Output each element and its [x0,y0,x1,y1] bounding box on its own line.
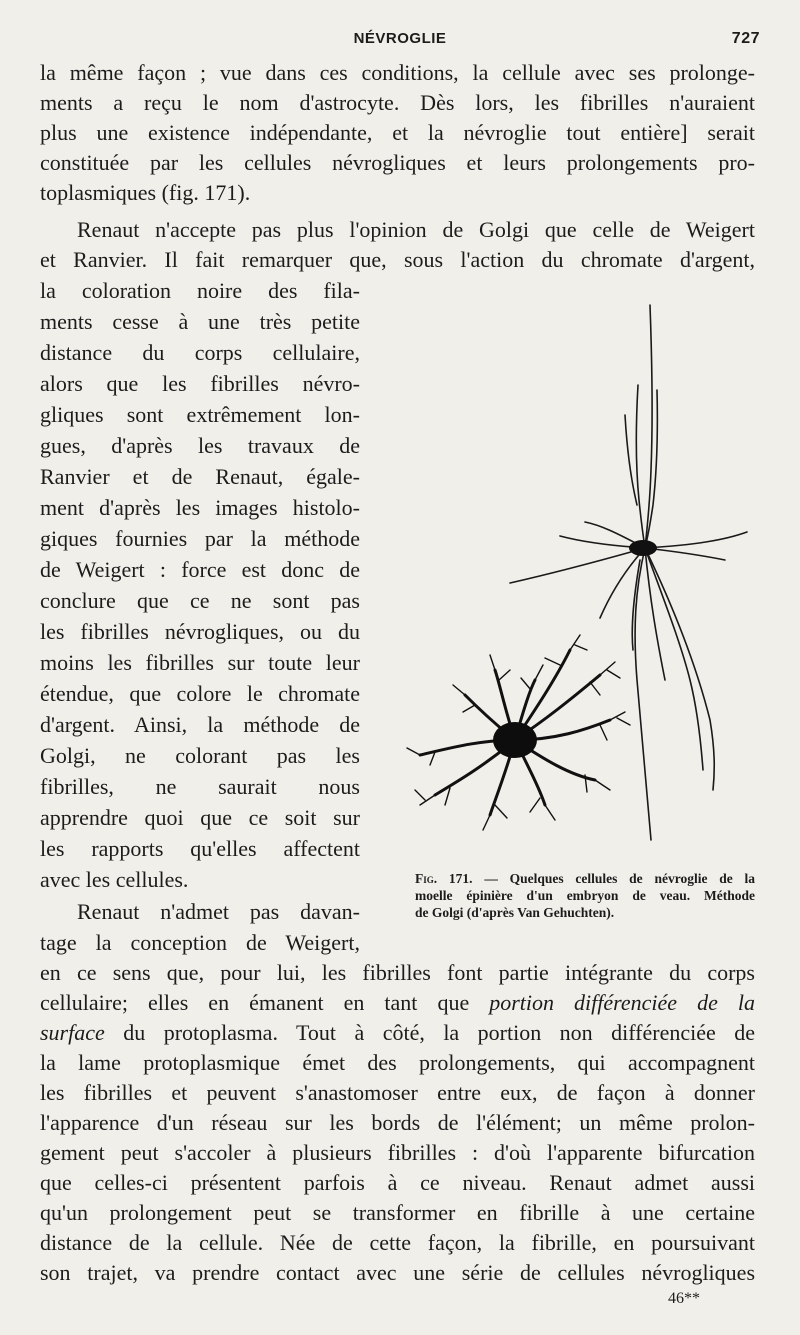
text-line: gement peut s'accoler à plusieurs fibrilles : d'où l'apparente bifurcation [40,1140,755,1165]
text-line-with-italic [40,1018,755,1048]
figure-171-neuroglia-cells [395,300,765,845]
text-line: l'apparence d'un réseau sur les bords de l'élément; un même prolon- [40,1110,755,1135]
text-line: apprendre quoi que ce soit sur [40,805,360,830]
text-line: d'argent. Ainsi, la méthode de [40,712,360,737]
text-line: les fibrilles et peuvent s'anastomoser entre eux, de façon à donner [40,1080,755,1105]
text-line: ments cesse à une très petite [40,309,360,334]
text-line: giques fournies par la méthode [40,526,360,551]
text-line: distance du corps cellulaire, [40,340,360,365]
text-line: moins les fibrilles sur toute leur [40,650,360,675]
page-number: 727 [731,30,760,47]
caption-text: — Quelques cellules de névroglie de la [472,871,755,886]
caption-line: moelle épinière d'un embryon de veau. Méthode [415,888,755,903]
running-title: NÉVROGLIE [353,30,447,47]
text-line: gues, d'après les travaux de [40,433,360,458]
text-line: les rapports qu'elles affectent [40,836,360,861]
text-line-with-italic [40,988,755,1018]
text-line: la coloration noire des fila- [40,278,360,303]
text-line: Golgi, ne colorant pas les [40,743,360,768]
text-line: étendue, que colore le chromate [40,681,360,706]
text-line: toplasmiques (fig. 171). [40,180,251,205]
text-line: que celles-ci présentent parfois à ce niveau. Renaut admet aussi [40,1170,755,1195]
text-line: et Ranvier. Il fait remarquer que, sous l'action du chromate d'argent, [40,247,755,272]
text-run: cellulaire; elles en émanent en tant que [40,990,490,1015]
signature-mark: 46** [668,1290,700,1307]
text-line: fibrilles, ne saurait nous [40,774,360,799]
text-line: de Weigert : force est donc de [40,557,360,582]
text-line: la même façon ; vue dans ces conditions, la cellule avec ses prolonge- [40,60,755,85]
text-line: plus une existence indépendante, et la névroglie tout entière] serait [40,120,755,145]
running-header [40,30,760,56]
figure-label: Fig. 171. [415,871,473,886]
text-line: Renaut n'admet pas davan- [77,899,360,924]
text-line: en ce sens que, pour lui, les fibrilles font partie intégrante du corps [40,960,755,985]
text-line: Renaut n'accepte pas plus l'opinion de Golgi que celle de Weigert [77,217,755,242]
text-line: conclure que ce ne sont pas [40,588,360,613]
text-run: du protoplasma. Tout à côté, la portion non différenciée de [104,1020,755,1045]
protoplasmic-cell-body [493,722,537,758]
caption-line: de Golgi (d'après Van Gehuchten). [415,905,615,920]
neuroglia-illustration [395,300,765,845]
text-line: Ranvier et de Renaut, égale- [40,464,360,489]
text-line: constituée par les cellules névrogliques et leurs prolongements pro- [40,150,755,175]
text-line: ment d'après les images histolo- [40,495,360,520]
text-line: ments a reçu le nom d'astrocyte. Dès lors, les fibrilles n'auraient [40,90,755,115]
text-line: tage la conception de Weigert, [40,930,360,955]
italic-word: surface [40,1020,105,1045]
text-line: distance de la cellule. Née de cette façon, la fibrille, en poursuivant [40,1230,755,1255]
italic-phrase: portion différenciée de la [489,990,755,1015]
figure-caption [415,870,755,921]
text-line: avec les cellules. [40,867,189,892]
text-line: alors que les fibrilles névro- [40,371,360,396]
text-line: la lame protoplasmique émet des prolongements, qui accompagnent [40,1050,755,1075]
astrocyte-cell-body [629,540,657,556]
text-line: gliques sont extrêmement lon- [40,402,360,427]
text-line: les fibrilles névrogliques, ou du [40,619,360,644]
caption-line [415,870,755,887]
text-line: son trajet, va prendre contact avec une série de cellules névrogliques [40,1260,755,1285]
text-line: qu'un prolongement peut se transformer en fibrille à une certaine [40,1200,755,1225]
